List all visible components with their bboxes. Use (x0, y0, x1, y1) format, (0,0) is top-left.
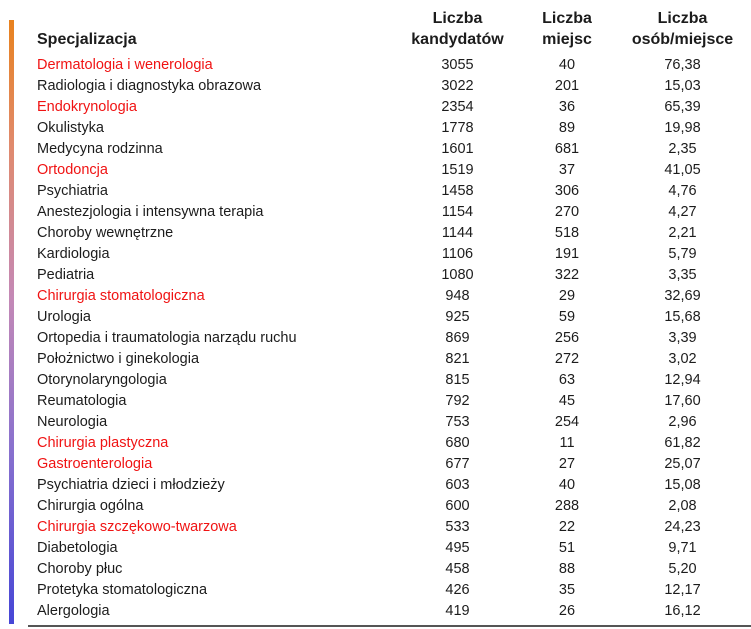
cell-liczba-miejsc: 322 (554, 267, 580, 283)
cell-liczba-kandydatow: 821 (445, 351, 470, 367)
table-row (0, 76, 751, 97)
cell-liczba-miejsc: 201 (554, 78, 580, 94)
cell-liczba-osob-miejsce: 5,20 (668, 561, 697, 577)
cell-liczba-osob-miejsce: 12,94 (664, 372, 701, 388)
cell-liczba-kandydatow: 1458 (441, 183, 474, 199)
cell-liczba-miejsc: 26 (558, 603, 576, 619)
cell-liczba-kandydatow: 1778 (441, 120, 474, 136)
cell-specjalizacja: Anestezjologia i intensywna terapia (37, 204, 264, 220)
cell-liczba-osob-miejsce: 3,39 (668, 330, 697, 346)
cell-specjalizacja: Gastroenterologia (37, 456, 153, 472)
cell-liczba-miejsc: 40 (558, 477, 576, 493)
cell-specjalizacja: Okulistyka (37, 120, 104, 136)
table-row (0, 286, 751, 307)
cell-liczba-miejsc: 29 (558, 288, 576, 304)
cell-liczba-kandydatow: 792 (445, 393, 470, 409)
header-line-2: miejsc (542, 31, 592, 48)
cell-liczba-kandydatow: 1106 (441, 246, 474, 262)
cell-liczba-miejsc: 37 (558, 162, 576, 178)
cell-liczba-osob-miejsce: 5,79 (668, 246, 697, 262)
cell-liczba-kandydatow: 426 (445, 582, 470, 598)
cell-specjalizacja: Ortopedia i traumatologia narządu ruchu (37, 330, 297, 346)
cell-specjalizacja: Pediatria (37, 267, 95, 283)
column-header-specjalizacja-label: Specjalizacja (37, 31, 137, 48)
table-row (0, 433, 751, 454)
cell-liczba-osob-miejsce: 16,12 (664, 603, 701, 619)
table-row (0, 517, 751, 538)
cell-liczba-kandydatow: 600 (445, 498, 470, 514)
table-row (0, 307, 751, 328)
cell-liczba-kandydatow: 419 (445, 603, 470, 619)
cell-specjalizacja: Protetyka stomatologiczna (37, 582, 208, 598)
column-header-liczba-kandydatow (395, 0, 520, 55)
cell-specjalizacja: Psychiatria dzieci i młodzieży (37, 477, 225, 493)
cell-liczba-miejsc: 51 (558, 540, 576, 556)
cell-liczba-miejsc: 518 (554, 225, 580, 241)
cell-liczba-kandydatow: 458 (445, 561, 470, 577)
cell-liczba-osob-miejsce: 41,05 (664, 162, 701, 178)
table-row (0, 265, 751, 286)
cell-liczba-osob-miejsce: 2,35 (668, 141, 697, 157)
cell-liczba-miejsc: 681 (554, 141, 580, 157)
cell-liczba-kandydatow: 1144 (441, 225, 474, 241)
cell-liczba-osob-miejsce: 2,08 (668, 498, 697, 514)
cell-specjalizacja: Medycyna rodzinna (37, 141, 163, 157)
cell-specjalizacja: Ortodoncja (37, 162, 108, 178)
cell-liczba-miejsc: 22 (558, 519, 576, 535)
cell-liczba-kandydatow: 869 (445, 330, 470, 346)
cell-liczba-osob-miejsce: 2,21 (668, 225, 697, 241)
table-row (0, 328, 751, 349)
table-row (0, 181, 751, 202)
cell-specjalizacja: Chirurgia plastyczna (37, 435, 169, 451)
table-row (0, 139, 751, 160)
cell-liczba-miejsc: 288 (554, 498, 580, 514)
cell-liczba-osob-miejsce: 3,35 (668, 267, 697, 283)
cell-liczba-kandydatow: 680 (445, 435, 470, 451)
column-header-liczba-miejsc (520, 0, 614, 55)
table-row (0, 160, 751, 181)
cell-specjalizacja: Położnictwo i ginekologia (37, 351, 200, 367)
cell-liczba-osob-miejsce: 17,60 (664, 393, 701, 409)
cell-liczba-miejsc: 59 (558, 309, 576, 325)
column-header-liczba-osob-miejsce (614, 0, 751, 55)
cell-specjalizacja: Urologia (37, 309, 91, 325)
cell-liczba-osob-miejsce: 9,71 (668, 540, 697, 556)
cell-specjalizacja: Psychiatria (37, 183, 108, 199)
cell-specjalizacja: Otorynolaryngologia (37, 372, 167, 388)
cell-liczba-kandydatow: 1154 (441, 204, 474, 220)
cell-liczba-kandydatow: 753 (445, 414, 470, 430)
cell-liczba-miejsc: 89 (558, 120, 576, 136)
header-line-1: Liczba (432, 10, 483, 27)
table-row (0, 412, 751, 433)
table-row (0, 475, 751, 496)
cell-liczba-osob-miejsce: 4,27 (668, 204, 697, 220)
cell-specjalizacja: Chirurgia stomatologiczna (37, 288, 205, 304)
cell-liczba-osob-miejsce: 32,69 (664, 288, 701, 304)
cell-liczba-kandydatow: 925 (445, 309, 470, 325)
cell-liczba-miejsc: 45 (558, 393, 576, 409)
table-row (0, 496, 751, 517)
table-bottom-border (28, 625, 751, 627)
table-row (0, 370, 751, 391)
cell-liczba-osob-miejsce: 15,68 (664, 309, 701, 325)
cell-liczba-kandydatow: 2354 (441, 99, 474, 115)
cell-liczba-kandydatow: 815 (445, 372, 470, 388)
cell-liczba-osob-miejsce: 25,07 (664, 456, 701, 472)
cell-liczba-kandydatow: 1601 (441, 141, 474, 157)
cell-specjalizacja: Diabetologia (37, 540, 118, 556)
header-line-1: Liczba (542, 10, 592, 27)
cell-liczba-miejsc: 35 (558, 582, 576, 598)
cell-liczba-osob-miejsce: 19,98 (664, 120, 701, 136)
table-row (0, 97, 751, 118)
table-body (0, 55, 751, 622)
cell-specjalizacja: Reumatologia (37, 393, 127, 409)
cell-liczba-miejsc: 256 (554, 330, 580, 346)
cell-liczba-osob-miejsce: 15,08 (664, 477, 701, 493)
table-row (0, 55, 751, 76)
cell-liczba-osob-miejsce: 2,96 (668, 414, 697, 430)
cell-liczba-kandydatow: 3022 (441, 78, 474, 94)
cell-liczba-miejsc: 11 (559, 435, 575, 451)
table-row (0, 559, 751, 580)
cell-liczba-osob-miejsce: 4,76 (668, 183, 697, 199)
header-row (0, 0, 751, 55)
cell-specjalizacja: Kardiologia (37, 246, 110, 262)
cell-specjalizacja: Choroby płuc (37, 561, 123, 577)
cell-liczba-kandydatow: 677 (445, 456, 470, 472)
cell-liczba-miejsc: 306 (554, 183, 580, 199)
cell-liczba-miejsc: 36 (558, 99, 576, 115)
header-line-2: osób/miejsce (631, 31, 734, 48)
cell-liczba-miejsc: 254 (554, 414, 580, 430)
table-row (0, 454, 751, 475)
cell-liczba-kandydatow: 533 (445, 519, 470, 535)
cell-specjalizacja: Endokrynologia (37, 99, 137, 115)
cell-specjalizacja: Choroby wewnętrzne (37, 225, 174, 241)
table-row (0, 118, 751, 139)
cell-liczba-osob-miejsce: 15,03 (664, 78, 701, 94)
cell-specjalizacja: Chirurgia szczękowo-twarzowa (37, 519, 237, 535)
cell-liczba-osob-miejsce: 76,38 (664, 57, 701, 73)
table-header (0, 0, 751, 55)
column-header-specjalizacja (0, 0, 395, 55)
cell-liczba-kandydatow: 1080 (441, 267, 474, 283)
table-row (0, 391, 751, 412)
cell-liczba-miejsc: 191 (554, 246, 580, 262)
cell-liczba-osob-miejsce: 12,17 (664, 582, 701, 598)
cell-liczba-kandydatow: 603 (445, 477, 470, 493)
cell-liczba-miejsc: 63 (558, 372, 576, 388)
cell-liczba-osob-miejsce: 3,02 (668, 351, 697, 367)
cell-liczba-osob-miejsce: 61,82 (664, 435, 701, 451)
cell-liczba-osob-miejsce: 65,39 (664, 99, 701, 115)
cell-liczba-kandydatow: 495 (445, 540, 470, 556)
header-line-1: Liczba (657, 10, 708, 27)
cell-liczba-miejsc: 88 (558, 561, 576, 577)
cell-specjalizacja: Chirurgia ogólna (37, 498, 144, 514)
cell-liczba-kandydatow: 948 (445, 288, 470, 304)
table-row (0, 202, 751, 223)
table-row (0, 244, 751, 265)
cell-liczba-miejsc: 40 (558, 57, 576, 73)
cell-liczba-osob-miejsce: 24,23 (664, 519, 701, 535)
cell-specjalizacja: Neurologia (37, 414, 108, 430)
cell-liczba-kandydatow: 1519 (441, 162, 474, 178)
cell-liczba-miejsc: 27 (558, 456, 576, 472)
cell-liczba-miejsc: 272 (554, 351, 580, 367)
cell-specjalizacja: Alergologia (37, 603, 110, 619)
cell-specjalizacja: Dermatologia i wenerologia (37, 57, 213, 73)
cell-liczba-kandydatow: 3055 (441, 57, 474, 73)
table-row (0, 601, 751, 622)
table-row (0, 223, 751, 244)
header-line-2: kandydatów (411, 31, 504, 48)
cell-specjalizacja: Radiologia i diagnostyka obrazowa (37, 78, 262, 94)
table-row (0, 538, 751, 559)
cell-liczba-miejsc: 270 (554, 204, 580, 220)
table-row (0, 580, 751, 601)
table-row (0, 349, 751, 370)
